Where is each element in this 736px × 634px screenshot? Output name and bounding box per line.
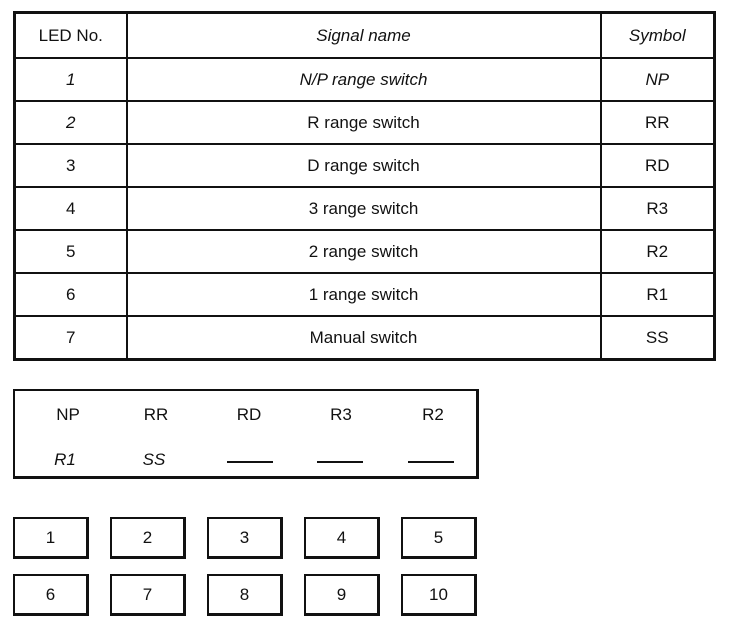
header-symbol: Symbol	[601, 13, 715, 59]
led-box-number: 3	[239, 527, 250, 547]
symbol-cell: R1	[601, 273, 715, 316]
led-box-9	[304, 574, 380, 616]
panel-symbol-rr: RR	[143, 405, 169, 424]
led-box-number: 2	[142, 527, 153, 547]
header-signal-name: Signal name	[127, 13, 601, 59]
led-box-number: 1	[45, 527, 56, 547]
led-no-cell: 4	[15, 187, 127, 230]
signal-name-cell: 1 range switch	[127, 273, 601, 316]
led-box-8	[207, 574, 283, 616]
led-box-7	[110, 574, 186, 616]
table-row	[15, 58, 715, 101]
table-header-row	[15, 13, 715, 59]
led-no-cell: 7	[15, 316, 127, 360]
signal-name-cell: D range switch	[127, 144, 601, 187]
led-box-6	[13, 574, 89, 616]
led-box-number: 10	[429, 584, 448, 604]
led-box-1	[13, 517, 89, 559]
panel-symbol-r1: R1	[54, 450, 76, 469]
symbol-cell: R3	[601, 187, 715, 230]
led-box-number: 9	[336, 584, 347, 604]
symbol-cell: R2	[601, 230, 715, 273]
symbol-cell: RR	[601, 101, 715, 144]
led-signal-table	[13, 11, 716, 361]
symbol-cell: NP	[601, 58, 715, 101]
led-box-number: 5	[433, 527, 444, 547]
signal-name-cell: N/P range switch	[127, 58, 601, 101]
led-box-number: 7	[142, 584, 153, 604]
panel-symbol-r2: R2	[422, 405, 444, 424]
symbol-cell: RD	[601, 144, 715, 187]
led-no-cell: 5	[15, 230, 127, 273]
led-box-10	[401, 574, 477, 616]
symbol-display-panel	[13, 389, 479, 479]
led-no-cell: 6	[15, 273, 127, 316]
led-box-3	[207, 517, 283, 559]
panel-blank-line	[408, 461, 454, 463]
led-box-number: 8	[239, 584, 250, 604]
led-box-4	[304, 517, 380, 559]
symbol-cell: SS	[601, 316, 715, 360]
led-box-number: 6	[45, 584, 56, 604]
led-no-cell: 1	[15, 58, 127, 101]
table-row	[15, 316, 715, 360]
panel-blank-line	[317, 461, 363, 463]
table-row	[15, 230, 715, 273]
signal-name-cell: R range switch	[127, 101, 601, 144]
led-box-5	[401, 517, 477, 559]
panel-symbol-np: NP	[56, 405, 80, 424]
table-row	[15, 273, 715, 316]
led-no-cell: 2	[15, 101, 127, 144]
panel-symbol-r3: R3	[330, 405, 352, 424]
panel-symbol-rd: RD	[236, 405, 262, 424]
led-box-number: 4	[336, 527, 347, 547]
panel-blank-line	[227, 461, 273, 463]
signal-name-cell: Manual switch	[127, 316, 601, 360]
panel-symbol-ss: SS	[142, 450, 166, 469]
table-row	[15, 101, 715, 144]
header-led-no: LED No.	[15, 13, 127, 59]
signal-name-cell: 3 range switch	[127, 187, 601, 230]
table-row	[15, 144, 715, 187]
led-box-2	[110, 517, 186, 559]
signal-name-cell: 2 range switch	[127, 230, 601, 273]
led-no-cell: 3	[15, 144, 127, 187]
table-row	[15, 187, 715, 230]
